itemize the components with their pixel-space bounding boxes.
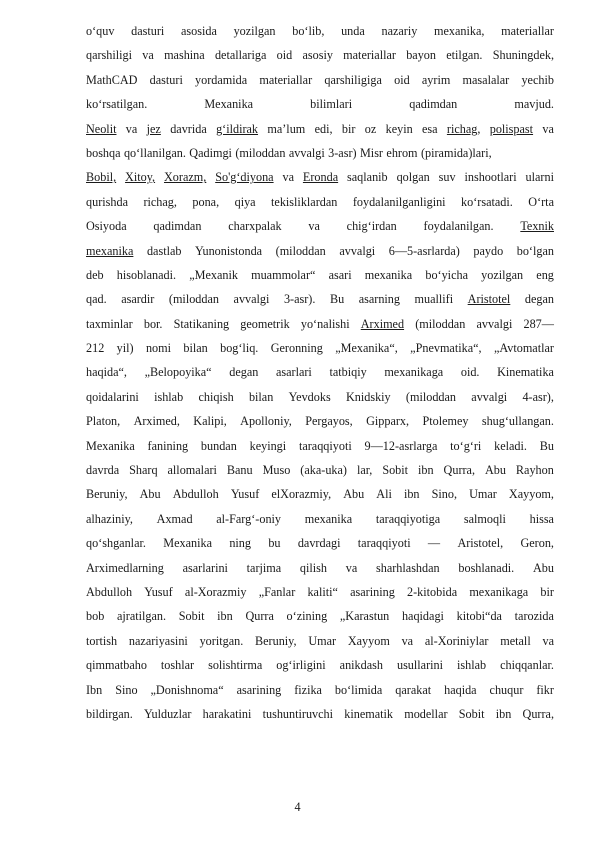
word: to‘g‘ri [450, 438, 482, 453]
word: paydo [473, 243, 504, 258]
text-line [86, 653, 554, 677]
word: va [401, 633, 414, 648]
word: qarshiligiga [324, 72, 382, 87]
word: qolgan [396, 170, 430, 185]
word: Abdulloh [86, 584, 133, 599]
word: anikdash [339, 658, 383, 673]
word: ayrim [421, 72, 451, 87]
word: Aristotel, [457, 536, 504, 551]
word: va [125, 121, 138, 136]
word: masalalar [462, 72, 510, 87]
text-line [86, 239, 554, 263]
word: esa [422, 121, 438, 136]
word: ibn [403, 487, 420, 502]
word: dastlab [146, 243, 182, 258]
text-line [86, 214, 554, 238]
word: bo‘lgan [516, 243, 554, 258]
word: Osiyoda [86, 219, 127, 234]
text-line [86, 336, 554, 360]
word: oz [364, 121, 377, 136]
hyperlink[interactable]: polispast [489, 121, 534, 136]
word: qarakat [395, 682, 432, 697]
word: Sobit [382, 463, 409, 478]
word: „Karastun [339, 609, 390, 624]
text-line [86, 360, 554, 384]
word: metall [500, 633, 531, 648]
word: taxminlar [86, 316, 133, 331]
word: nomi [145, 341, 171, 356]
word: avvalgi [471, 389, 508, 404]
text-line [86, 19, 554, 43]
word: Mexanika [204, 97, 254, 112]
word: asosida [180, 24, 217, 38]
word: Sino, [431, 487, 458, 502]
word: Axmad [156, 511, 193, 526]
word: keladi. [494, 438, 527, 453]
text-line [86, 92, 554, 116]
word: Qurra, [443, 463, 476, 478]
word: chig‘irdan [346, 219, 397, 234]
word: Ibn [86, 682, 103, 697]
word: taraqqiyoti [357, 536, 411, 551]
word: Yusuf [230, 487, 260, 502]
word: al-Farg‘-oniy [216, 511, 282, 526]
word: tekisliklardan [271, 194, 338, 209]
hyperlink[interactable]: Xitoy, [125, 170, 156, 185]
word: (miloddan [168, 292, 219, 307]
word: bilan [183, 341, 208, 356]
word: foydalanilganligini [352, 194, 446, 209]
word: oid [394, 72, 410, 87]
word: Arximed, [133, 414, 180, 429]
text-line [86, 141, 554, 165]
word: ibn [418, 463, 434, 478]
word: davrda [86, 463, 120, 478]
word: qo‘shganlar. [86, 536, 146, 551]
word: lar, [356, 463, 373, 478]
word: 6—5-asrlarda) [388, 243, 460, 258]
word: muallifi [414, 292, 454, 307]
word: deb [86, 267, 104, 282]
word: Mexanika [86, 438, 135, 453]
word: yo‘nalishi [300, 316, 350, 331]
word: yechib [521, 72, 554, 87]
hyperlink[interactable]: Neolit [86, 121, 117, 136]
word: mexanika [304, 511, 353, 526]
word: Platon, [86, 414, 121, 429]
text-line [86, 458, 554, 482]
word: edi, [314, 121, 333, 136]
word: avvalgi [339, 243, 376, 258]
document-body [86, 19, 554, 726]
word: bo‘limida [334, 682, 383, 697]
word: Abu [532, 560, 554, 575]
hyperlink[interactable]: Xorazm, [163, 170, 207, 185]
word: ibn [217, 609, 233, 624]
word: bu [268, 536, 281, 551]
word: modellar [404, 706, 448, 721]
word: pona, [192, 194, 220, 209]
word: al-Xoriniylar [424, 633, 489, 648]
word: ibn [495, 706, 512, 721]
word: (miloddan [275, 243, 326, 258]
word: asosiy [302, 48, 333, 63]
hyperlink[interactable]: So'g‘diyona [215, 170, 274, 185]
word: Misr [359, 145, 383, 160]
word: „Mexanik [189, 267, 238, 282]
word: bayon [406, 48, 436, 63]
word: shug‘ullangan. [481, 414, 554, 429]
hyperlink[interactable]: jez [146, 121, 161, 136]
word: salmoqli [463, 511, 506, 526]
word: kaliti“ [307, 584, 338, 599]
word: tatbiqiy [329, 365, 367, 380]
word: oid [276, 48, 293, 63]
text-line [86, 263, 554, 287]
word: bildirgan. [86, 706, 133, 721]
word: alhaziniy, [86, 511, 133, 526]
word: (miloddan [235, 145, 286, 160]
text-line [86, 580, 554, 604]
word: 212 [86, 341, 105, 356]
word: 4-asr), [522, 389, 554, 404]
word: „Pnevmatika“, [410, 341, 482, 356]
word: bob [86, 609, 105, 624]
word: geometrik [240, 316, 290, 331]
hyperlink[interactable]: g‘ildirak [216, 121, 259, 136]
word: bir [341, 121, 356, 136]
word: boshlanadi. [458, 560, 515, 575]
word: va [282, 170, 295, 185]
word: davrida [170, 121, 207, 136]
word: asardir [121, 292, 155, 307]
text-line [86, 43, 554, 67]
word: qilish [299, 560, 328, 575]
word: chiqqanlar. [500, 658, 554, 673]
word: (miloddan [415, 316, 466, 331]
word: ishlab [457, 658, 487, 673]
word: chuqur [489, 682, 524, 697]
word: fikr [536, 682, 554, 697]
word: Sharq [129, 463, 158, 478]
word: „Donishnoma“ [150, 682, 224, 697]
word: Muso [262, 463, 291, 478]
word: mavjud. [514, 97, 554, 112]
word: keyingi [249, 438, 287, 453]
text-line [86, 482, 554, 506]
word: yozilgan [233, 24, 276, 38]
word: haqidagi [401, 609, 444, 624]
word: o‘quv [86, 24, 115, 38]
word: 2-kitobida [407, 584, 458, 599]
word: taraqqiyotiga [375, 511, 441, 526]
word: allomalari [167, 463, 217, 478]
word: Abu [484, 463, 506, 478]
word: qiya [234, 194, 256, 209]
word: va [308, 219, 320, 234]
word: dasturi [149, 72, 183, 87]
hyperlink[interactable]: Texnik [520, 219, 554, 234]
word: bog‘liq. [220, 341, 259, 356]
hyperlink[interactable]: Bobil, [86, 170, 117, 185]
word: asari [328, 267, 352, 282]
text-line [86, 507, 554, 531]
word: ajratilgan. [116, 609, 167, 624]
word: detallariga [214, 48, 267, 63]
word: qarshiligi [86, 48, 133, 63]
word: Abdulloh [172, 487, 219, 502]
word: Statikaning [173, 316, 230, 331]
word: (piramida)lari, [420, 145, 492, 160]
word: yoritgan. [199, 633, 244, 648]
word: — [427, 536, 441, 551]
word: tortish [86, 633, 118, 648]
word: (miloddan [405, 389, 457, 404]
word: bilan [248, 389, 274, 404]
word: materiallar [501, 24, 554, 38]
word: nazariyasini [128, 633, 188, 648]
word: 287— [523, 316, 554, 331]
word: haqida [444, 682, 477, 697]
word: hissa [529, 511, 554, 526]
word: asarining [236, 682, 282, 697]
word: yordamida [195, 72, 248, 87]
word: Beruniy, [255, 633, 297, 648]
word: asarining [350, 584, 395, 599]
word: qimmatbaho [86, 658, 147, 673]
word: avvalgi [288, 145, 325, 160]
word: eng [536, 267, 554, 282]
word: tarozida [514, 609, 554, 624]
text-line [86, 312, 554, 336]
word: O‘rta [528, 194, 554, 209]
word: fanining [147, 438, 189, 453]
word: Sobit [178, 609, 205, 624]
word: Yulduzlar [144, 706, 192, 721]
word: Ali [376, 487, 392, 502]
word: usullarini [396, 658, 444, 673]
word: davrdagi [297, 536, 341, 551]
word: mexanikaga [469, 584, 529, 599]
text-line [86, 409, 554, 433]
word: fizika [294, 682, 322, 697]
word: qad. [86, 292, 107, 307]
word: Xayyom [347, 633, 390, 648]
word: „Mexanika“, [335, 341, 398, 356]
word: solishtirma [208, 658, 263, 673]
word: bo‘lib, [292, 24, 325, 38]
word: degan [229, 365, 259, 380]
word: chiqish [198, 389, 234, 404]
word: va [542, 633, 554, 648]
word: Yevdoks [288, 389, 331, 404]
word: Umar [308, 633, 337, 648]
word: bor. [143, 316, 163, 331]
word: ehrom [386, 145, 418, 160]
word: Knidskiy [345, 389, 391, 404]
word: Kinematika [497, 365, 554, 380]
word: ko‘rsatadi. [461, 194, 513, 209]
word: Yunonistonda [195, 243, 263, 258]
word: bilimlari [310, 97, 353, 112]
text-line [86, 629, 554, 653]
word: Sobit [458, 706, 485, 721]
word: asarlari [275, 365, 312, 380]
word: richag, [143, 194, 177, 209]
hyperlink[interactable]: richag, [446, 121, 481, 136]
word: inshootlari [464, 170, 517, 185]
word: hisoblanadi. [116, 267, 177, 282]
word: Bu [329, 292, 345, 307]
word: degan [524, 292, 554, 307]
text-line [86, 434, 554, 458]
word: (aka-uka) [300, 463, 347, 478]
word: tushuntiruvchi [262, 706, 334, 721]
word: Kalipi, [193, 414, 227, 429]
word: Yusuf [144, 584, 173, 599]
word: Gipparx, [366, 414, 410, 429]
word: boshqa [86, 145, 121, 160]
hyperlink[interactable]: mexanika [86, 243, 134, 258]
word: mexanika [364, 267, 413, 282]
word: foydalanilgan. [423, 219, 494, 234]
word: materiallar [259, 72, 313, 87]
text-line [86, 287, 554, 311]
word: qadimdan [409, 97, 458, 112]
hyperlink[interactable]: Eronda [302, 170, 339, 185]
word: „Fanlar [258, 584, 296, 599]
text-line [86, 385, 554, 409]
word: va [345, 560, 358, 575]
text-line [86, 702, 554, 726]
word: asarlarini [182, 560, 228, 575]
word: Rayhon [515, 463, 554, 478]
word: charxpalak [228, 219, 282, 234]
word: Qadimgi [189, 145, 232, 160]
word: Qurra [245, 609, 274, 624]
text-line [86, 604, 554, 628]
word: dasturi [131, 24, 165, 38]
word: Qurra, [522, 706, 554, 721]
word: oid. [460, 365, 480, 380]
hyperlink[interactable]: Aristotel [467, 292, 511, 307]
word: saqlanib [347, 170, 388, 185]
word: va [142, 48, 154, 63]
word: Mexanika [163, 536, 212, 551]
word: asarning [358, 292, 400, 307]
word: haqida“, [86, 365, 127, 380]
word: Beruniy, [86, 487, 128, 502]
word: Apolloniy, [240, 414, 292, 429]
word: qadimdan [153, 219, 202, 234]
word: Xayyom, [508, 487, 554, 502]
word: Banu [226, 463, 253, 478]
word: keyin [385, 121, 413, 136]
text-line [86, 678, 554, 702]
word: etilgan. [446, 48, 483, 63]
word: mashina [164, 48, 205, 63]
word: Geron, [520, 536, 554, 551]
text-line [86, 165, 554, 189]
word: Geronning [270, 341, 323, 356]
text-line [86, 68, 554, 92]
word: qo‘llanilgan. [123, 145, 186, 160]
word: materiallar [343, 48, 396, 63]
text-line [86, 556, 554, 580]
word: 3-asr) [328, 145, 357, 160]
word: tarjima [246, 560, 282, 575]
word: mexanika, [434, 24, 485, 38]
word: Ptolemey [422, 414, 469, 429]
word: o‘zining [286, 609, 328, 624]
word: qurishda [86, 194, 128, 209]
word: muammolar“ [251, 267, 316, 282]
word: 9—12-asrlarga [364, 438, 438, 453]
word: og‘irligini [276, 658, 326, 673]
word: „Belopoyika“ [144, 365, 212, 380]
word: avvalgi [476, 316, 513, 331]
word: toshlar [160, 658, 195, 673]
word: suv [438, 170, 456, 185]
word: Pergayos, [305, 414, 353, 429]
word: Sino [115, 682, 138, 697]
word: va [542, 121, 554, 136]
word: avvalgi [233, 292, 270, 307]
word: sharhlashdan [376, 560, 440, 575]
word: ning [229, 536, 251, 551]
word: kitobi“da [456, 609, 502, 624]
word: bundan [200, 438, 237, 453]
word: mexanikaga [384, 365, 444, 380]
word: qoidalarini [86, 389, 139, 404]
word: al-Xorazmiy [184, 584, 247, 599]
word: yil) [116, 341, 134, 356]
text-line [86, 117, 554, 141]
word: elXorazmiy, [271, 487, 332, 502]
word: Bu [539, 438, 554, 453]
text-line [86, 190, 554, 214]
word: Umar [469, 487, 497, 502]
word: nazariy [381, 24, 418, 38]
word: harakatini [202, 706, 252, 721]
text-line [86, 531, 554, 555]
word: unda [341, 24, 365, 38]
word: kinematik [344, 706, 393, 721]
page-number: 4 [294, 800, 301, 814]
word: „Avtomatlar [493, 341, 554, 356]
word: taraqqiyoti [298, 438, 352, 453]
word: bir [540, 584, 554, 599]
hyperlink[interactable]: Arximed [360, 316, 405, 331]
word: ko‘rsatilgan. [86, 97, 148, 112]
word: MathCAD [86, 72, 138, 87]
word: bo‘yicha [425, 267, 468, 282]
word: ishlab [154, 389, 184, 404]
word: Abu [343, 487, 365, 502]
word: ma’lum [267, 121, 306, 136]
word: yozilgan [481, 267, 524, 282]
word: Abu [139, 487, 161, 502]
word: 3-asr). [283, 292, 316, 307]
word: Shuningdek, [492, 48, 554, 63]
word: Arximedlarning [86, 560, 164, 575]
word: ularni [525, 170, 554, 185]
